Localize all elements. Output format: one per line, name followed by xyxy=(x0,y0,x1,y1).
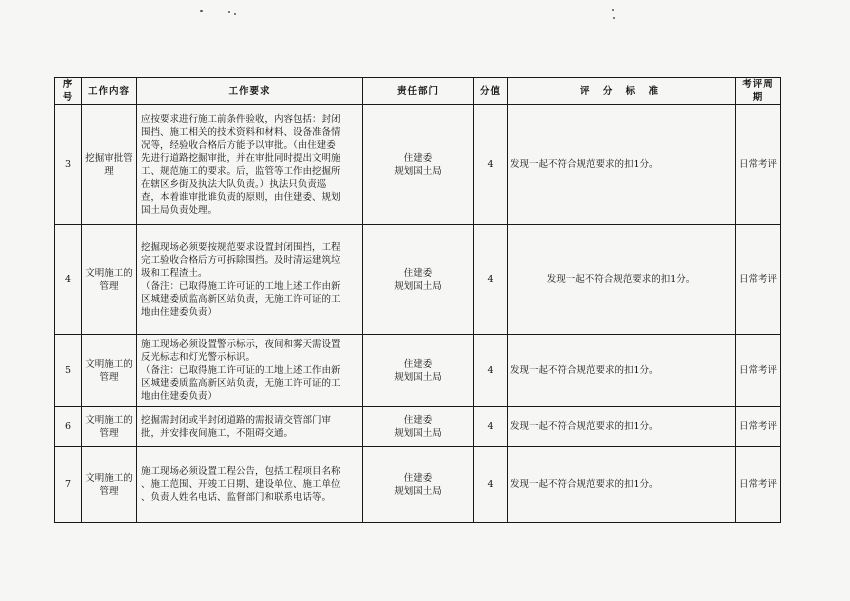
department-line: 规划国土局 xyxy=(394,371,442,383)
scan-speck xyxy=(228,11,230,13)
header-department: 责任部门 xyxy=(363,78,474,105)
scan-speck xyxy=(613,17,615,19)
row-index: 3 xyxy=(55,105,82,225)
table-row xyxy=(55,407,781,447)
requirement-line: 圾和工程渣土。 xyxy=(141,267,208,279)
row-department xyxy=(363,407,474,447)
header-content: 工作内容 xyxy=(82,78,137,105)
requirement-line: 先进行道路挖掘审批，并在审批同时提出文明施 xyxy=(141,152,341,164)
header-row xyxy=(55,78,781,105)
row-standard: 发现一起不符合规范要求的扣1分。 xyxy=(508,407,736,447)
requirement-line: 挖掘需封闭或半封闭道路的需报请交管部门审 xyxy=(141,414,332,426)
content-line: 文明施工的 xyxy=(85,472,133,484)
row-requirement xyxy=(137,105,363,225)
table-row xyxy=(55,447,781,523)
requirement-line: 况等，经验收合格后方能予以审批。（由住建委 xyxy=(141,139,336,151)
row-standard: 发现一起不符合规范要求的扣1分。 xyxy=(508,447,736,523)
row-cycle: 日常考评 xyxy=(736,225,781,335)
row-index: 5 xyxy=(55,335,82,407)
row-score: 4 xyxy=(474,407,508,447)
content-line: 文明施工的 xyxy=(85,267,133,279)
department-line: 住建委 xyxy=(403,267,433,279)
content-line: 文明施工的 xyxy=(85,358,133,370)
row-content xyxy=(82,447,137,523)
row-cycle: 日常考评 xyxy=(736,105,781,225)
requirement-line: 围挡、施工相关的技术资料和材料、设备准备情 xyxy=(141,126,341,138)
requirement-line: （备注：已取得施工许可证的工地上述工作由新 xyxy=(141,280,341,292)
requirement-line: 完工验收合格后方可拆除围挡。及时清运建筑垃 xyxy=(141,254,341,266)
department-line: 规划国土局 xyxy=(394,427,442,439)
header-standard: 评 分 标 准 xyxy=(508,78,736,105)
table-row xyxy=(55,335,781,407)
row-requirement xyxy=(137,225,363,335)
table-row xyxy=(55,225,781,335)
department-line: 住建委 xyxy=(403,358,433,370)
requirement-line: 地由住建委负责） xyxy=(141,306,218,318)
row-score: 4 xyxy=(474,105,508,225)
requirement-line: 施工现场必须设置警示标示，夜间和雾天需设置 xyxy=(141,339,341,350)
department-line: 住建委 xyxy=(403,152,433,164)
requirement-line: 施工现场必须设置工程公告，包括工程项目名称 xyxy=(141,466,341,477)
row-content xyxy=(82,225,137,335)
row-content xyxy=(82,407,137,447)
content-line: 管理 xyxy=(99,427,119,439)
requirement-line: 应按要求进行施工前条件验收，内容包括：封闭 xyxy=(141,113,341,125)
scan-speck xyxy=(234,13,236,15)
department-line: 住建委 xyxy=(403,414,433,426)
row-standard: 发现一起不符合规范要求的扣1分。 xyxy=(508,105,736,225)
department-line: 规划国土局 xyxy=(394,280,442,292)
table-row xyxy=(55,105,781,225)
department-line: 住建委 xyxy=(403,472,433,484)
content-line: 管理 xyxy=(99,371,119,383)
scan-speck xyxy=(200,10,203,12)
row-department xyxy=(363,335,474,407)
row-score: 4 xyxy=(474,335,508,407)
requirement-line: 、施工范围、开竣工日期、建设单位、施工单位 xyxy=(141,479,341,490)
row-content xyxy=(82,105,137,225)
requirement-line: 挖掘现场必须要按规范要求设置封闭围挡，工程 xyxy=(141,241,341,253)
row-content xyxy=(82,335,137,407)
row-cycle: 日常考评 xyxy=(736,335,781,407)
header-index: 序号 xyxy=(55,78,82,105)
requirement-line: 工、规范施工的要求。后，监管等工作由挖掘所 xyxy=(141,165,341,177)
header-cycle: 考评周期 xyxy=(736,78,781,105)
requirement-line: 区城建委质监高新区站负责，无施工许可证的工 xyxy=(141,293,341,305)
requirement-line: 区城建委质监高新区站负责，无施工许可证的工 xyxy=(141,378,341,389)
department-line: 规划国土局 xyxy=(394,485,442,497)
scan-speck xyxy=(612,9,614,11)
content-line: 管理 xyxy=(99,280,119,292)
requirement-line: 、负责人姓名电话、监督部门和联系电话等。 xyxy=(141,492,332,503)
row-standard: 发现一起不符合规范要求的扣1分。 xyxy=(508,225,736,335)
row-score: 4 xyxy=(474,447,508,523)
row-department xyxy=(363,105,474,225)
row-score: 4 xyxy=(474,225,508,335)
content-line: 管理 xyxy=(99,485,119,497)
row-requirement xyxy=(137,447,363,523)
requirement-line: 地由住建委负责） xyxy=(141,391,218,402)
row-index: 7 xyxy=(55,447,82,523)
requirement-line: 国土局负责处理。 xyxy=(141,204,218,216)
header-requirement: 工作要求 xyxy=(137,78,363,105)
header-score: 分值 xyxy=(474,78,508,105)
requirement-line: （备注：已取得施工许可证的工地上述工作由新 xyxy=(141,365,341,376)
row-index: 6 xyxy=(55,407,82,447)
row-index: 4 xyxy=(55,225,82,335)
evaluation-table xyxy=(54,77,781,523)
department-line: 规划国土局 xyxy=(394,165,442,177)
row-department xyxy=(363,225,474,335)
content-line: 理 xyxy=(104,165,114,177)
row-requirement xyxy=(137,407,363,447)
requirement-line: 在辖区乡街及执法大队负责。）执法只负责巡 xyxy=(141,178,327,190)
requirement-line: 反光标志和灯光警示标识。 xyxy=(141,352,256,363)
row-department xyxy=(363,447,474,523)
content-line: 文明施工的 xyxy=(85,414,133,426)
requirement-line: 查，本着谁审批谁负责的原则，由住建委、规划 xyxy=(141,191,341,203)
content-line: 挖掘审批管 xyxy=(85,152,133,164)
row-requirement xyxy=(137,335,363,407)
row-standard: 发现一起不符合规范要求的扣1分。 xyxy=(508,335,736,407)
requirement-line: 批，并安排夜间施工，不阻碍交通。 xyxy=(141,427,294,439)
row-cycle: 日常考评 xyxy=(736,447,781,523)
row-cycle: 日常考评 xyxy=(736,407,781,447)
